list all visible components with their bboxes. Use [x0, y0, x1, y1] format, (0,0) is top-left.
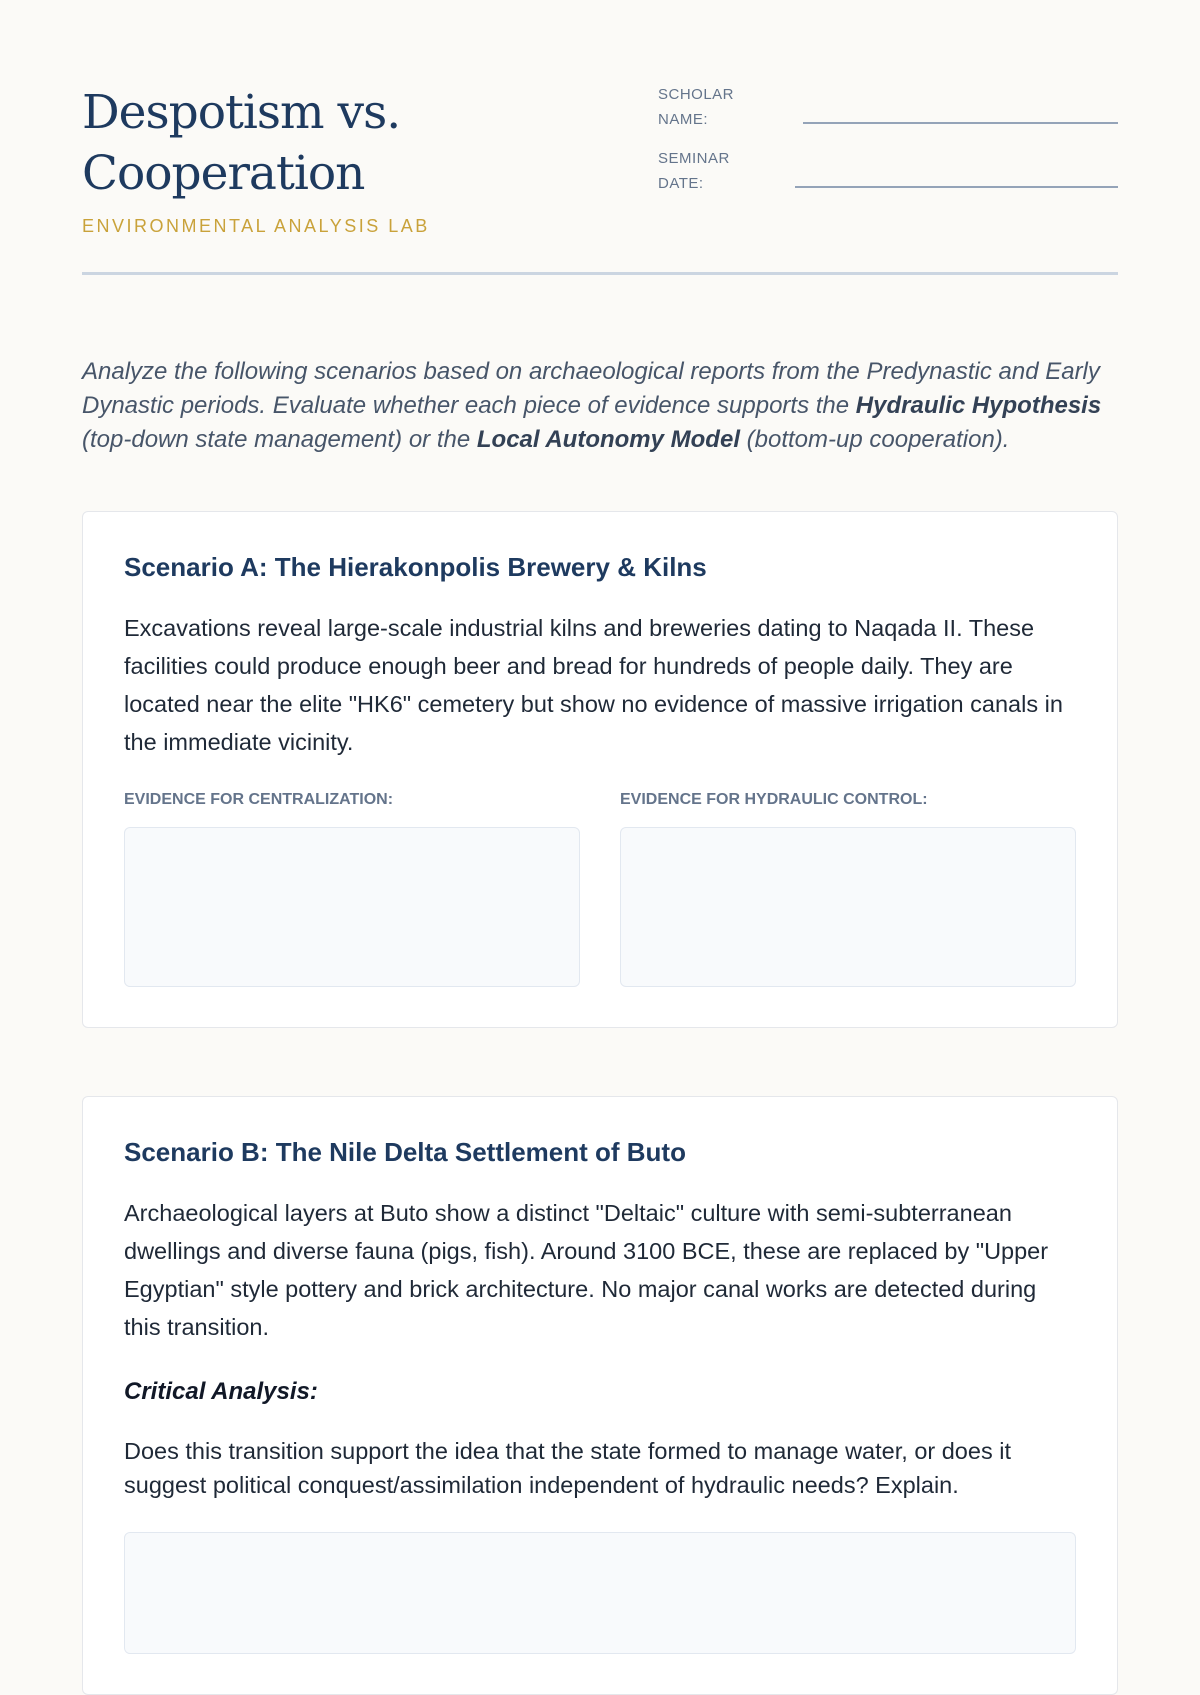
seminar-date-field[interactable] — [658, 146, 1118, 196]
critical-analysis-answer-box[interactable] — [124, 1532, 1076, 1654]
intro-text: (bottom-up cooperation). — [739, 426, 1010, 453]
hydraulic-hypothesis-term: Hydraulic Hypothesis — [855, 392, 1102, 419]
centralization-column — [124, 791, 580, 987]
intro-text: (top-down state management) or the — [82, 426, 477, 453]
title-block — [82, 82, 430, 272]
label-line: DATE: — [658, 175, 704, 192]
title-line-2: Cooperation — [82, 146, 365, 201]
seminar-date-label — [658, 146, 803, 196]
scenario-a-title: Scenario A: The Hierakonpolis Brewery & Kilns — [124, 552, 707, 582]
scholar-name-label — [658, 82, 803, 132]
scenario-a-card — [82, 511, 1118, 1028]
hydraulic-label: EVIDENCE FOR HYDRAULIC CONTROL: — [620, 791, 928, 808]
evidence-columns — [124, 791, 1076, 987]
critical-analysis-label: Critical Analysis: — [124, 1378, 318, 1405]
page-title — [82, 82, 430, 204]
instructions — [82, 355, 1118, 457]
label-line: SCHOLAR — [658, 86, 735, 103]
seminar-date-input-line[interactable] — [795, 186, 1118, 188]
centralization-label: EVIDENCE FOR CENTRALIZATION: — [124, 791, 394, 808]
title-line-1: Despotism vs. — [82, 85, 401, 140]
hydraulic-answer-box[interactable] — [620, 827, 1076, 987]
subtitle: ENVIRONMENTAL ANALYSIS LAB — [82, 216, 430, 236]
scenario-b-question: Does this transition support the idea that the state formed to manage water, or does it suggest political conquest/assimilation independent of hydraulic needs? Explain. — [124, 1438, 1011, 1498]
local-autonomy-term: Local Autonomy Model — [476, 426, 740, 453]
label-line: SEMINAR — [658, 150, 730, 167]
scholar-name-input-line[interactable] — [803, 122, 1118, 124]
scenario-b-card — [82, 1096, 1118, 1695]
intro-text: Analyze the following scenarios based on archaeological reports from the Predynastic and Early Dynastic periods. Evaluate whether each piece of evidence supports the — [82, 358, 1100, 419]
student-fields — [658, 82, 1118, 272]
scholar-name-field[interactable] — [658, 82, 1118, 132]
centralization-answer-box[interactable] — [124, 827, 580, 987]
label-line: NAME: — [658, 111, 709, 128]
hydraulic-column — [620, 791, 1076, 987]
header — [82, 0, 1118, 275]
scenario-b-title: Scenario B: The Nile Delta Settlement of Buto — [124, 1137, 686, 1167]
scenario-b-body: Archaeological layers at Buto show a distinct "Deltaic" culture with semi-subterranean dwellings and diverse fauna (pigs, fish). Around 3100 BCE, these are replaced by "Upper Egyptian" style pottery and brick architecture. No major canal works are detected during this transition. — [124, 1200, 1049, 1340]
scenario-a-body: Excavations reveal large-scale industrial kilns and breweries dating to Naqada II. These facilities could produce enough beer and bread for hundreds of people daily. They are located near the elite "HK6" cemetery but show no evidence of massive irrigation canals in the immediate vicinity. — [124, 615, 1063, 755]
